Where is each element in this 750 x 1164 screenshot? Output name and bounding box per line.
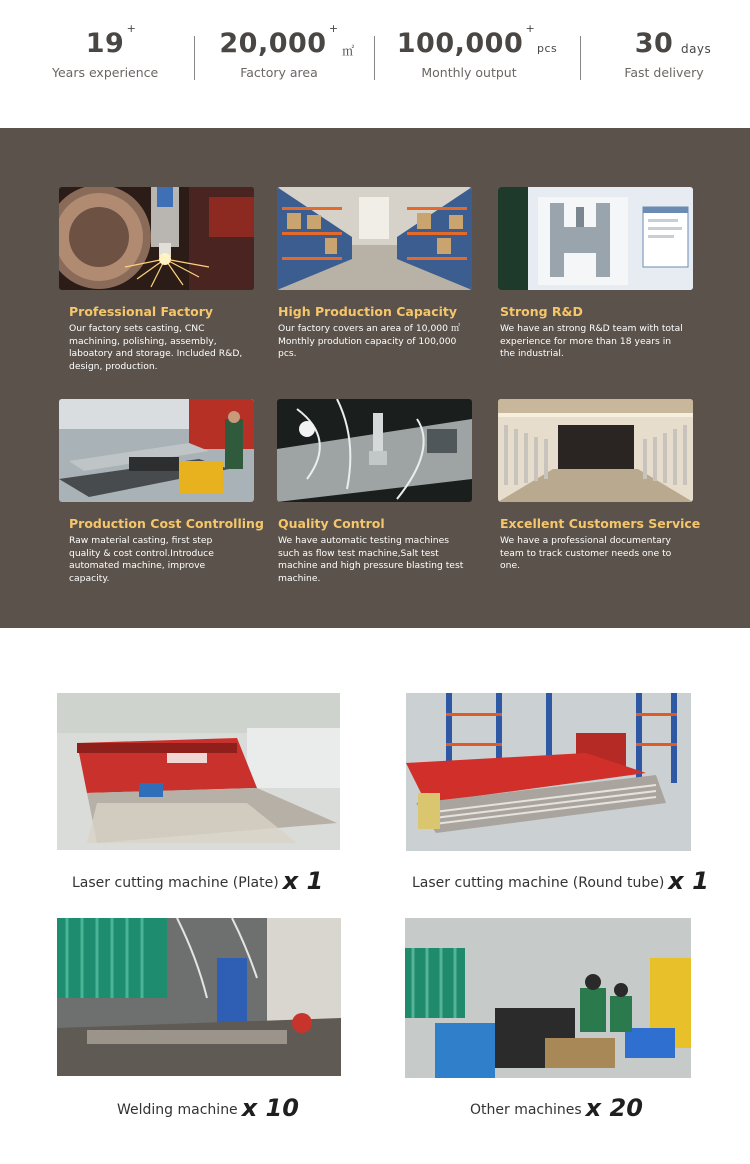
advantage-title: Quality Control: [278, 516, 385, 531]
divider: [374, 36, 375, 80]
showroom-photo: [498, 399, 693, 502]
advantages-panel: [0, 128, 750, 628]
advantage-text: Our factory covers an area of 10,000 ㎡ Monthly prodution capacity of 100,000 pcs.: [278, 323, 461, 360]
laser-cutting-sparks-photo: [59, 187, 254, 290]
advantage-title: Professional Factory: [69, 304, 214, 319]
machine-label: Other machines: [470, 1102, 582, 1118]
stat-sup: +: [126, 22, 137, 35]
stat-factory-area: [219, 22, 355, 80]
advantage-card: [277, 187, 473, 360]
testing-machine-photo: [277, 399, 472, 502]
machine-count: x 10: [241, 1094, 299, 1122]
stat-label: Monthly output: [421, 65, 517, 80]
advantage-text: Raw material casting, first step quality & cost control.Introduce automated machine, improve capacity.: [69, 535, 214, 584]
stat-monthly-output: [396, 22, 558, 80]
divider: [194, 36, 195, 80]
stat-unit: days: [680, 42, 712, 56]
machine-caption: [117, 1094, 299, 1122]
stat-unit: ㎡: [342, 44, 355, 58]
stat-value: 19 +: [85, 22, 137, 59]
stat-years: [52, 22, 159, 80]
cad-design-screen-photo: [498, 187, 693, 290]
plate-laser-cutter-photo: [57, 693, 340, 850]
advantage-text: Our factory sets casting, CNC machining, polishing, assembly, laboatory and storage. Included R&D, design, production.: [69, 323, 243, 372]
warehouse-racks-photo: [277, 187, 472, 290]
machine-label: Laser cutting machine (Round tube): [412, 875, 665, 891]
advantage-title: Strong R&D: [500, 304, 583, 319]
advantage-card: [277, 399, 473, 584]
advantage-text: We have automatic testing machines such as flow test machine,Salt test machine and high pressure blasting test machine.: [278, 535, 464, 584]
machine-label: Welding machine: [117, 1102, 238, 1118]
machine-count: x 1: [668, 867, 709, 895]
stat-label: Years experience: [52, 65, 159, 80]
machine-count: x 20: [585, 1094, 643, 1122]
divider: [580, 36, 581, 80]
advantage-text: We have an strong R&D team with total experience for more than 18 years in the industrial.: [500, 323, 683, 360]
advantage-title: High Production Capacity: [278, 304, 458, 319]
advantage-text: We have a professional documentary team to track customer needs one to one.: [500, 535, 672, 572]
stat-sup: +: [525, 22, 536, 35]
advantage-title: Production Cost Controlling: [69, 516, 264, 531]
equipment-section: [0, 628, 750, 1164]
machine-caption: [470, 1094, 643, 1122]
machine-label: Laser cutting machine (Plate): [72, 875, 279, 891]
stat-sup: +: [328, 22, 339, 35]
stat-unit: pcs: [536, 42, 558, 55]
advantage-card: [498, 399, 701, 572]
stat-delivery: [614, 28, 714, 80]
stat-value: 20,000 + ㎡: [219, 22, 355, 59]
welding-machine-photo: [57, 918, 341, 1076]
advantage-card: [59, 399, 264, 584]
advantage-card: [59, 187, 255, 372]
machine-caption: [72, 867, 323, 895]
stat-label: Fast delivery: [624, 65, 704, 80]
machine-count: x 1: [282, 867, 324, 895]
stats-strip: [0, 0, 750, 128]
stat-value: 30 days: [634, 28, 712, 59]
automated-production-line-photo: [59, 399, 254, 502]
advantage-card: [498, 187, 694, 360]
assembly-workshop-photo: [405, 918, 691, 1078]
tube-laser-cutter-photo: [406, 693, 691, 851]
stat-value: 100,000 + pcs: [396, 22, 558, 59]
advantage-title: Excellent Customers Service: [500, 516, 701, 531]
stat-label: Factory area: [240, 65, 318, 80]
machine-caption: [412, 867, 709, 895]
